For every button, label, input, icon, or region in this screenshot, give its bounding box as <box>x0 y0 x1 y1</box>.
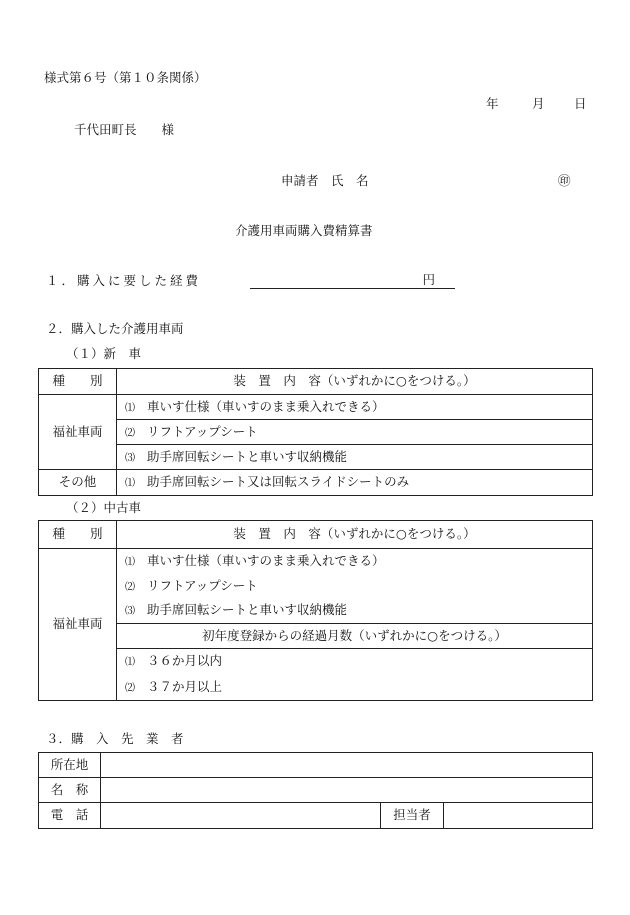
name-field[interactable] <box>101 778 593 803</box>
name-label: 名 称 <box>39 778 101 803</box>
section3-label: ３．購 入 先 業 者 <box>46 731 184 746</box>
phone-label: 電 話 <box>39 803 101 829</box>
col-type-header: 種 別 <box>39 521 117 549</box>
used-welfare-item-3[interactable]: ⑶ 助手席回転シートと車いす収納機能 <box>117 599 593 624</box>
seal-mark: ㊞ <box>558 173 571 188</box>
vendor-table <box>38 752 593 829</box>
person-label: 担当者 <box>381 803 444 829</box>
used-welfare-item-2[interactable]: ⑵ リフトアップシート <box>117 574 593 599</box>
new-welfare-item-3[interactable]: ⑶ 助手席回転シートと車いす収納機能 <box>117 445 593 470</box>
section2-label: ２．購入した介護用車両 <box>46 321 184 336</box>
other-label: その他 <box>39 470 117 496</box>
applicant-label: 申請者 氏 名 <box>281 173 369 188</box>
used-car-label: （２）中古車 <box>66 500 142 515</box>
date-year: 年 <box>486 96 499 111</box>
used-welfare-item-1[interactable]: ⑴ 車いす仕様（車いすのまま乗入れできる） <box>117 549 593 574</box>
person-field[interactable] <box>444 803 593 829</box>
elapsed-item-1[interactable]: ⑴ ３６か月以内 <box>117 649 593 675</box>
col-equip-header: 装 置 内 容（いずれかに○をつける。） <box>117 369 593 395</box>
address-field[interactable] <box>101 753 593 778</box>
section1-label: １．購入に要した経費 <box>46 273 202 288</box>
col-type-header: 種 別 <box>39 369 117 395</box>
cost-field[interactable] <box>250 274 455 289</box>
used-car-table <box>38 520 593 701</box>
new-car-table <box>38 368 593 496</box>
new-welfare-item-2[interactable]: ⑵ リフトアップシート <box>117 420 593 445</box>
new-other-item-1[interactable]: ⑴ 助手席回転シート又は回転スライドシートのみ <box>117 470 593 496</box>
address-label: 所在地 <box>39 753 101 778</box>
date-month: 月 <box>532 96 545 111</box>
recipient: 千代田町長 様 <box>74 122 175 137</box>
date-day: 日 <box>574 96 587 111</box>
elapsed-item-2[interactable]: ⑵ ３７か月以上 <box>117 675 593 701</box>
welfare-vehicle-label: 福祉車両 <box>39 395 117 470</box>
new-welfare-item-1[interactable]: ⑴ 車いす仕様（車いすのまま乗入れできる） <box>117 395 593 420</box>
welfare-vehicle-label: 福祉車両 <box>39 549 117 701</box>
form-number: 様式第６号（第１０条関係） <box>44 70 207 85</box>
yen-unit: 円 <box>422 272 435 287</box>
col-equip-header: 装 置 内 容（いずれかに○をつける。） <box>117 521 593 549</box>
elapsed-months-header: 初年度登録からの経過月数（いずれかに○をつける。） <box>117 624 593 649</box>
document-title: 介護用車両購入費精算書 <box>235 223 373 238</box>
new-car-label: （１）新 車 <box>66 346 142 361</box>
phone-field[interactable] <box>101 803 381 829</box>
